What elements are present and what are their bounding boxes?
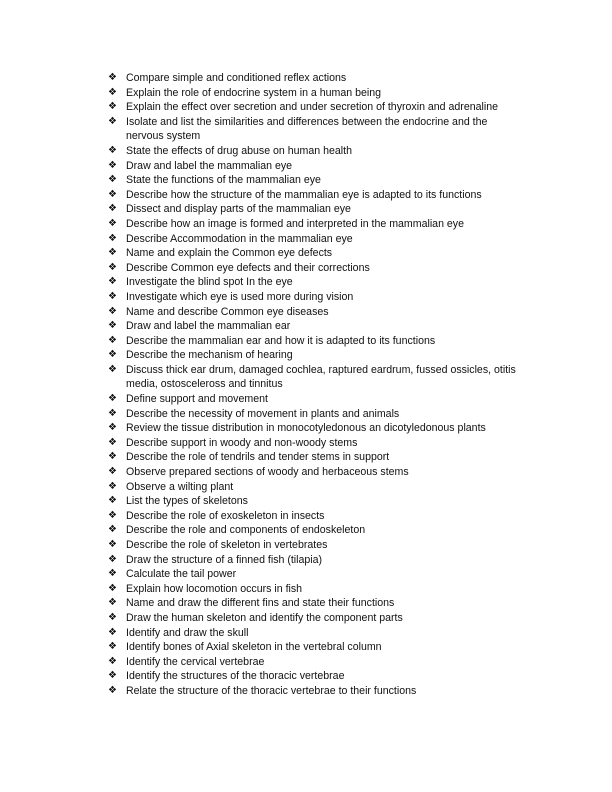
list-item bbox=[108, 261, 528, 276]
list-item bbox=[108, 436, 528, 451]
diamond-bullet-icon: ❖ bbox=[108, 641, 117, 653]
list-item-text: Identify the structures of the thoracic vertebrae bbox=[126, 670, 345, 683]
list-item bbox=[108, 348, 528, 363]
list-item-text: Describe Common eye defects and their corrections bbox=[126, 261, 370, 274]
diamond-bullet-icon: ❖ bbox=[108, 422, 117, 434]
list-item bbox=[108, 684, 528, 699]
list-item-text: Identify and draw the skull bbox=[126, 626, 249, 639]
list-item-text: Compare simple and conditioned reflex actions bbox=[126, 72, 347, 84]
list-item-text: Describe the role and components of endoskeleton bbox=[126, 524, 366, 537]
list-item bbox=[108, 465, 528, 480]
list-item-text: Calculate the tail power bbox=[126, 568, 237, 581]
diamond-bullet-icon: ❖ bbox=[108, 451, 117, 463]
list-item bbox=[108, 217, 528, 232]
diamond-bullet-icon: ❖ bbox=[108, 480, 117, 492]
diamond-bullet-icon: ❖ bbox=[108, 72, 117, 83]
diamond-bullet-icon: ❖ bbox=[108, 495, 117, 507]
list-item-text: Describe Accommodation in the mammalian eye bbox=[126, 232, 353, 245]
diamond-bullet-icon: ❖ bbox=[108, 670, 117, 682]
list-item bbox=[108, 363, 528, 392]
list-item bbox=[108, 86, 528, 101]
list-item-text: Relate the structure of the thoracic vertebrae to their functions bbox=[126, 684, 417, 697]
list-item-text: Review the tissue distribution in monocotyledonous an dicotyledonous plants bbox=[126, 422, 486, 435]
diamond-bullet-icon: ❖ bbox=[108, 436, 117, 448]
diamond-bullet-icon: ❖ bbox=[108, 597, 117, 609]
diamond-bullet-icon: ❖ bbox=[108, 509, 117, 521]
list-item bbox=[108, 246, 528, 261]
list-item-text: Dissect and display parts of the mammalian eye bbox=[126, 203, 351, 216]
diamond-bullet-icon: ❖ bbox=[108, 86, 117, 98]
list-item-text: Observe a wilting plant bbox=[126, 480, 234, 493]
list-item bbox=[108, 100, 528, 115]
diamond-bullet-icon: ❖ bbox=[108, 203, 117, 215]
list-item-text: Isolate and list the similarities and differences between the endocrine and the nervous system bbox=[126, 115, 488, 143]
list-item-text: Name and explain the Common eye defects bbox=[126, 247, 333, 260]
diamond-bullet-icon: ❖ bbox=[108, 334, 117, 346]
list-item-text: Draw the human skeleton and identify the component parts bbox=[126, 611, 403, 624]
diamond-bullet-icon: ❖ bbox=[108, 144, 117, 156]
list-item-text: Draw and label the mammalian ear bbox=[126, 320, 291, 333]
diamond-bullet-icon: ❖ bbox=[108, 568, 117, 580]
list-item-text: Explain the role of endocrine system in a human being bbox=[126, 86, 381, 99]
list-item-text: State the functions of the mammalian eye bbox=[126, 174, 321, 187]
diamond-bullet-icon: ❖ bbox=[108, 626, 117, 638]
list-item-text: Identify bones of Axial skeleton in the vertebral column bbox=[126, 641, 382, 654]
list-item bbox=[108, 538, 528, 553]
diamond-bullet-icon: ❖ bbox=[108, 655, 117, 667]
list-item bbox=[108, 115, 528, 144]
list-item-text: Name and describe Common eye diseases bbox=[126, 305, 329, 318]
list-item bbox=[108, 334, 528, 349]
list-item bbox=[108, 596, 528, 611]
list-item-text: Investigate which eye is used more during vision bbox=[126, 290, 354, 303]
list-item-text: Define support and movement bbox=[126, 393, 268, 406]
list-item bbox=[108, 553, 528, 568]
list-item bbox=[108, 655, 528, 670]
list-item bbox=[108, 144, 528, 159]
diamond-bullet-icon: ❖ bbox=[108, 276, 117, 288]
list-item-text: Draw and label the mammalian eye bbox=[126, 159, 293, 172]
diamond-bullet-icon: ❖ bbox=[108, 305, 117, 317]
list-item-text: Name and draw the different fins and state their functions bbox=[126, 597, 395, 610]
list-item bbox=[108, 202, 528, 217]
list-item bbox=[108, 582, 528, 597]
list-item bbox=[108, 523, 528, 538]
list-item bbox=[108, 290, 528, 305]
list-item-text: Describe the mammalian ear and how it is adapted to its functions bbox=[126, 334, 436, 347]
list-item bbox=[108, 626, 528, 641]
list-item-text: Describe how the structure of the mammalian eye is adapted to its functions bbox=[126, 188, 482, 201]
list-item bbox=[108, 509, 528, 524]
list-item-text: State the effects of drug abuse on human health bbox=[126, 144, 352, 157]
list-item-text: Describe the necessity of movement in plants and animals bbox=[126, 407, 400, 420]
list-item bbox=[108, 305, 528, 320]
list-item bbox=[108, 232, 528, 247]
diamond-bullet-icon: ❖ bbox=[108, 174, 117, 186]
diamond-bullet-icon: ❖ bbox=[108, 188, 117, 200]
diamond-bullet-icon: ❖ bbox=[108, 539, 117, 550]
list-item-text: Describe the role of skeleton in vertebrates bbox=[126, 539, 328, 551]
list-item bbox=[108, 407, 528, 422]
diamond-bullet-icon: ❖ bbox=[108, 582, 117, 594]
list-item bbox=[108, 494, 528, 509]
diamond-bullet-icon: ❖ bbox=[108, 290, 117, 302]
diamond-bullet-icon: ❖ bbox=[108, 261, 117, 273]
diamond-bullet-icon: ❖ bbox=[108, 393, 117, 405]
diamond-bullet-icon: ❖ bbox=[108, 217, 117, 229]
list-item-text: Explain the effect over secretion and under secretion of thyroxin and adrenaline bbox=[126, 101, 498, 114]
list-item-text: Observe prepared sections of woody and herbaceous stems bbox=[126, 466, 409, 479]
list-item bbox=[108, 275, 528, 290]
list-item bbox=[108, 159, 528, 174]
list-item-text: Describe how an image is formed and interpreted in the mammalian eye bbox=[126, 217, 464, 230]
diamond-bullet-icon: ❖ bbox=[108, 232, 117, 244]
list-item bbox=[108, 611, 528, 626]
list-item bbox=[108, 188, 528, 203]
list-item bbox=[108, 450, 528, 465]
list-item bbox=[108, 173, 528, 188]
diamond-bullet-icon: ❖ bbox=[108, 320, 117, 332]
list-item bbox=[108, 480, 528, 495]
diamond-bullet-icon: ❖ bbox=[108, 363, 117, 375]
list-item-text: List the types of skeletons bbox=[126, 495, 248, 508]
diamond-bullet-icon: ❖ bbox=[108, 466, 117, 478]
diamond-bullet-icon: ❖ bbox=[108, 247, 117, 259]
list-item bbox=[108, 640, 528, 655]
diamond-bullet-icon: ❖ bbox=[108, 684, 117, 696]
list-item-text: Explain how locomotion occurs in fish bbox=[126, 582, 303, 595]
objectives-list bbox=[108, 71, 528, 699]
list-item-text: Discuss thick ear drum, damaged cochlea, raptured eardrum, fussed ossicles, otitis media, ostosceleross and tinnitus bbox=[126, 363, 516, 391]
list-item bbox=[108, 567, 528, 582]
list-item bbox=[108, 71, 528, 86]
list-item-text: Describe support in woody and non-woody stems bbox=[126, 436, 358, 449]
list-item bbox=[108, 669, 528, 684]
diamond-bullet-icon: ❖ bbox=[108, 524, 117, 536]
list-item bbox=[108, 421, 528, 436]
diamond-bullet-icon: ❖ bbox=[108, 159, 117, 171]
diamond-bullet-icon: ❖ bbox=[108, 553, 117, 565]
diamond-bullet-icon: ❖ bbox=[108, 115, 117, 127]
list-item bbox=[108, 392, 528, 407]
diamond-bullet-icon: ❖ bbox=[108, 407, 117, 419]
list-item-text: Describe the mechanism of hearing bbox=[126, 349, 293, 362]
list-item-text: Investigate the blind spot In the eye bbox=[126, 276, 293, 289]
list-item-text: Describe the role of exoskeleton in insects bbox=[126, 509, 325, 522]
list-item-text: Describe the role of tendrils and tender stems in support bbox=[126, 451, 390, 464]
list-item-text: Identify the cervical vertebrae bbox=[126, 655, 265, 668]
diamond-bullet-icon: ❖ bbox=[108, 611, 117, 623]
list-item bbox=[108, 319, 528, 334]
list-item-text: Draw the structure of a finned fish (tilapia) bbox=[126, 553, 323, 566]
diamond-bullet-icon: ❖ bbox=[108, 349, 117, 361]
diamond-bullet-icon: ❖ bbox=[108, 101, 117, 113]
